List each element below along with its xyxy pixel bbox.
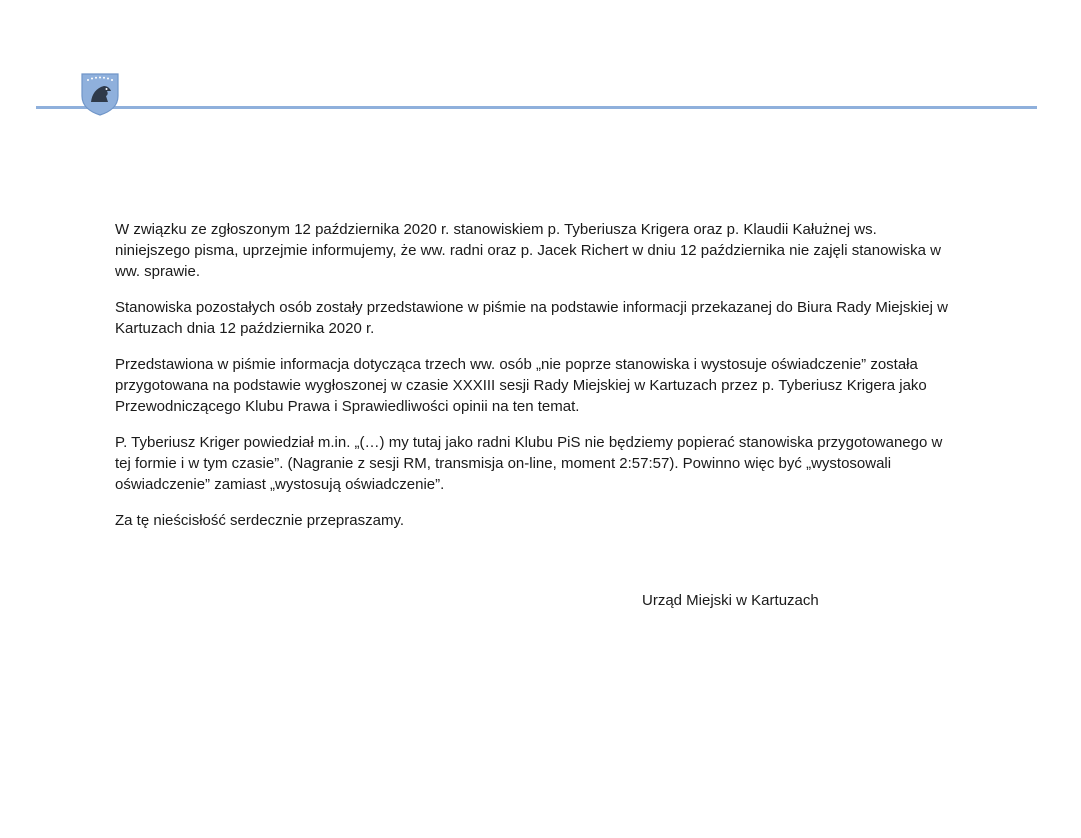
municipal-coat-of-arms-icon <box>80 72 120 116</box>
paragraph-3: Przedstawiona w piśmie informacja dotycząca trzech ww. osób „nie poprze stanowiska i wystosuje oświadczenie” została przygotowana na podstawie wygłoszonej w czasie XXXIII sesji Rady Miejskiej w Kartuzach przez p. Tyberiusz Krigera jako Przewodniczącego Klubu Prawa i Sprawiedliwości opinii na ten temat. <box>115 356 927 415</box>
header-divider <box>36 106 1037 109</box>
signature: Urząd Miejski w Kartuzach <box>642 592 819 609</box>
paragraph-2: Stanowiska pozostałych osób zostały przedstawione w piśmie na podstawie informacji przekazanej do Biura Rady Miejskiej w Kartuzach dnia 12 października 2020 r. <box>115 299 948 337</box>
paragraph-1: W związku ze zgłoszonym 12 października 2020 r. stanowiskiem p. Tyberiusza Krigera oraz p. Klaudii Kałużnej ws. niniejszego pisma, uprzejmie informujemy, że ww. radni oraz p. Jacek Richert w dniu 12 października nie zajęli stanowiska w ww. sprawie. <box>115 221 941 280</box>
paragraph-4: P. Tyberiusz Kriger powiedział m.in. „(…) my tutaj jako radni Klubu PiS nie będziemy popierać stanowiska przygotowanego w tej formie i w tym czasie”. (Nagranie z sesji RM, transmisja on-line, moment 2:57:57). Powinno więc być „wystosowali oświadczenie” zamiast „wystosują oświadczenie”. <box>115 434 943 493</box>
letter-body <box>115 219 955 546</box>
paragraph-5: Za tę nieścisłość serdecznie przepraszamy. <box>115 512 404 529</box>
